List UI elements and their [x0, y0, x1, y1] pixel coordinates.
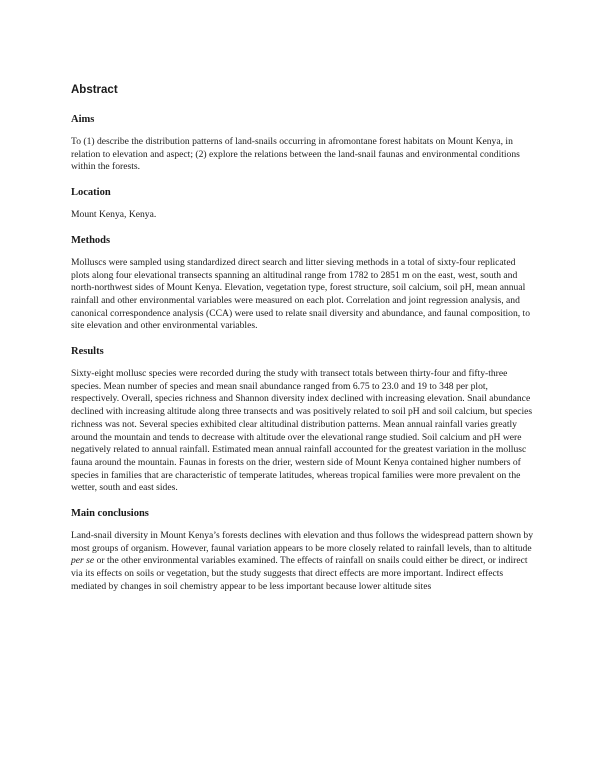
section-methods [71, 235, 533, 333]
section-title-conclusions: Main conclusions [71, 508, 149, 520]
section-conclusions [71, 508, 533, 594]
aims-paragraph: To (1) describe the distribution patterns of land-snails occurring in afromontane forest habitats on Mount Kenya, in relation to elevation and aspect; (2) explore the relations between the land-snail faunas and environmental conditions within the forests. [71, 136, 520, 173]
section-title-results: Results [71, 346, 104, 358]
results-paragraph: Sixty-eight mollusc species were recorded during the study with transect totals between thirty-four and fifty-three species. Mean number of species and mean snail abundance ranged from 6.75 to 23.0 and 19 to 348 per plot, respectively. Overall, species richness and Shannon diversity index declined with increasing elevation. Snail abundance declined with increasing altitude along three transects and was positively related to soil pH and soil calcium, but species richness was not. Several species exhibited clear altitudinal distribution patterns. Mean annual rainfall varies greatly around the mountain and tends to decrease with altitude over the elevational range studied. Soil calcium and pH were negatively related to annual rainfall. Estimated mean annual rainfall accounted for the greatest variation in the mollusc fauna around the mountain. Faunas in forests on the drier, western side of Mount Kenya contained higher numbers of species in families that are characteristic of temperate latitudes, whereas tropical families were more prevalent on the wetter, south and east sides. [71, 368, 533, 494]
conclusions-text-part1: Land-snail diversity in Mount Kenya’s forests declines with elevation and thus follows the widespread pattern shown by most groups of organism. However, faunal variation appears to be more closely related to rainfall levels, than to altitude [71, 530, 534, 554]
location-paragraph: Mount Kenya, Kenya. [71, 209, 157, 221]
conclusions-text-part2: or the other environmental variables examined. The effects of rainfall on snails could either be direct, or indirect via its effects on soils or vegetation, but the study suggests that direct effects are more important. Indirect effects mediated by changes in soil chemistry appear to be less important because lower altitude sites [71, 555, 528, 592]
section-results [71, 346, 533, 495]
abstract-heading: Abstract [71, 84, 118, 96]
methods-paragraph: Molluscs were sampled using standardized direct search and litter sieving methods in a total of sixty-four replicated plots along four elevational transects spanning an altitudinal range from 1782 to 2851 m on the east, west, south and north-northwest sides of Mount Kenya. Elevation, vegetation type, forest structure, soil calcium, soil pH, mean annual rainfall and other environmental variables were measured on each plot. Correlation and joint regression analysis, and canonical correspondence analysis (CCA) were used to relate snail diversity and abundance, and faunal composition, to site elevation and other environmental variables. [71, 256, 531, 332]
section-location [71, 187, 533, 222]
section-title-methods: Methods [71, 234, 111, 246]
conclusions-paragraph [71, 530, 533, 594]
section-title-location: Location [71, 187, 111, 199]
section-aims [71, 114, 533, 174]
conclusions-text-italic: per se [71, 555, 95, 567]
section-title-aims: Aims [71, 114, 95, 125]
abstract-page [71, 84, 533, 607]
